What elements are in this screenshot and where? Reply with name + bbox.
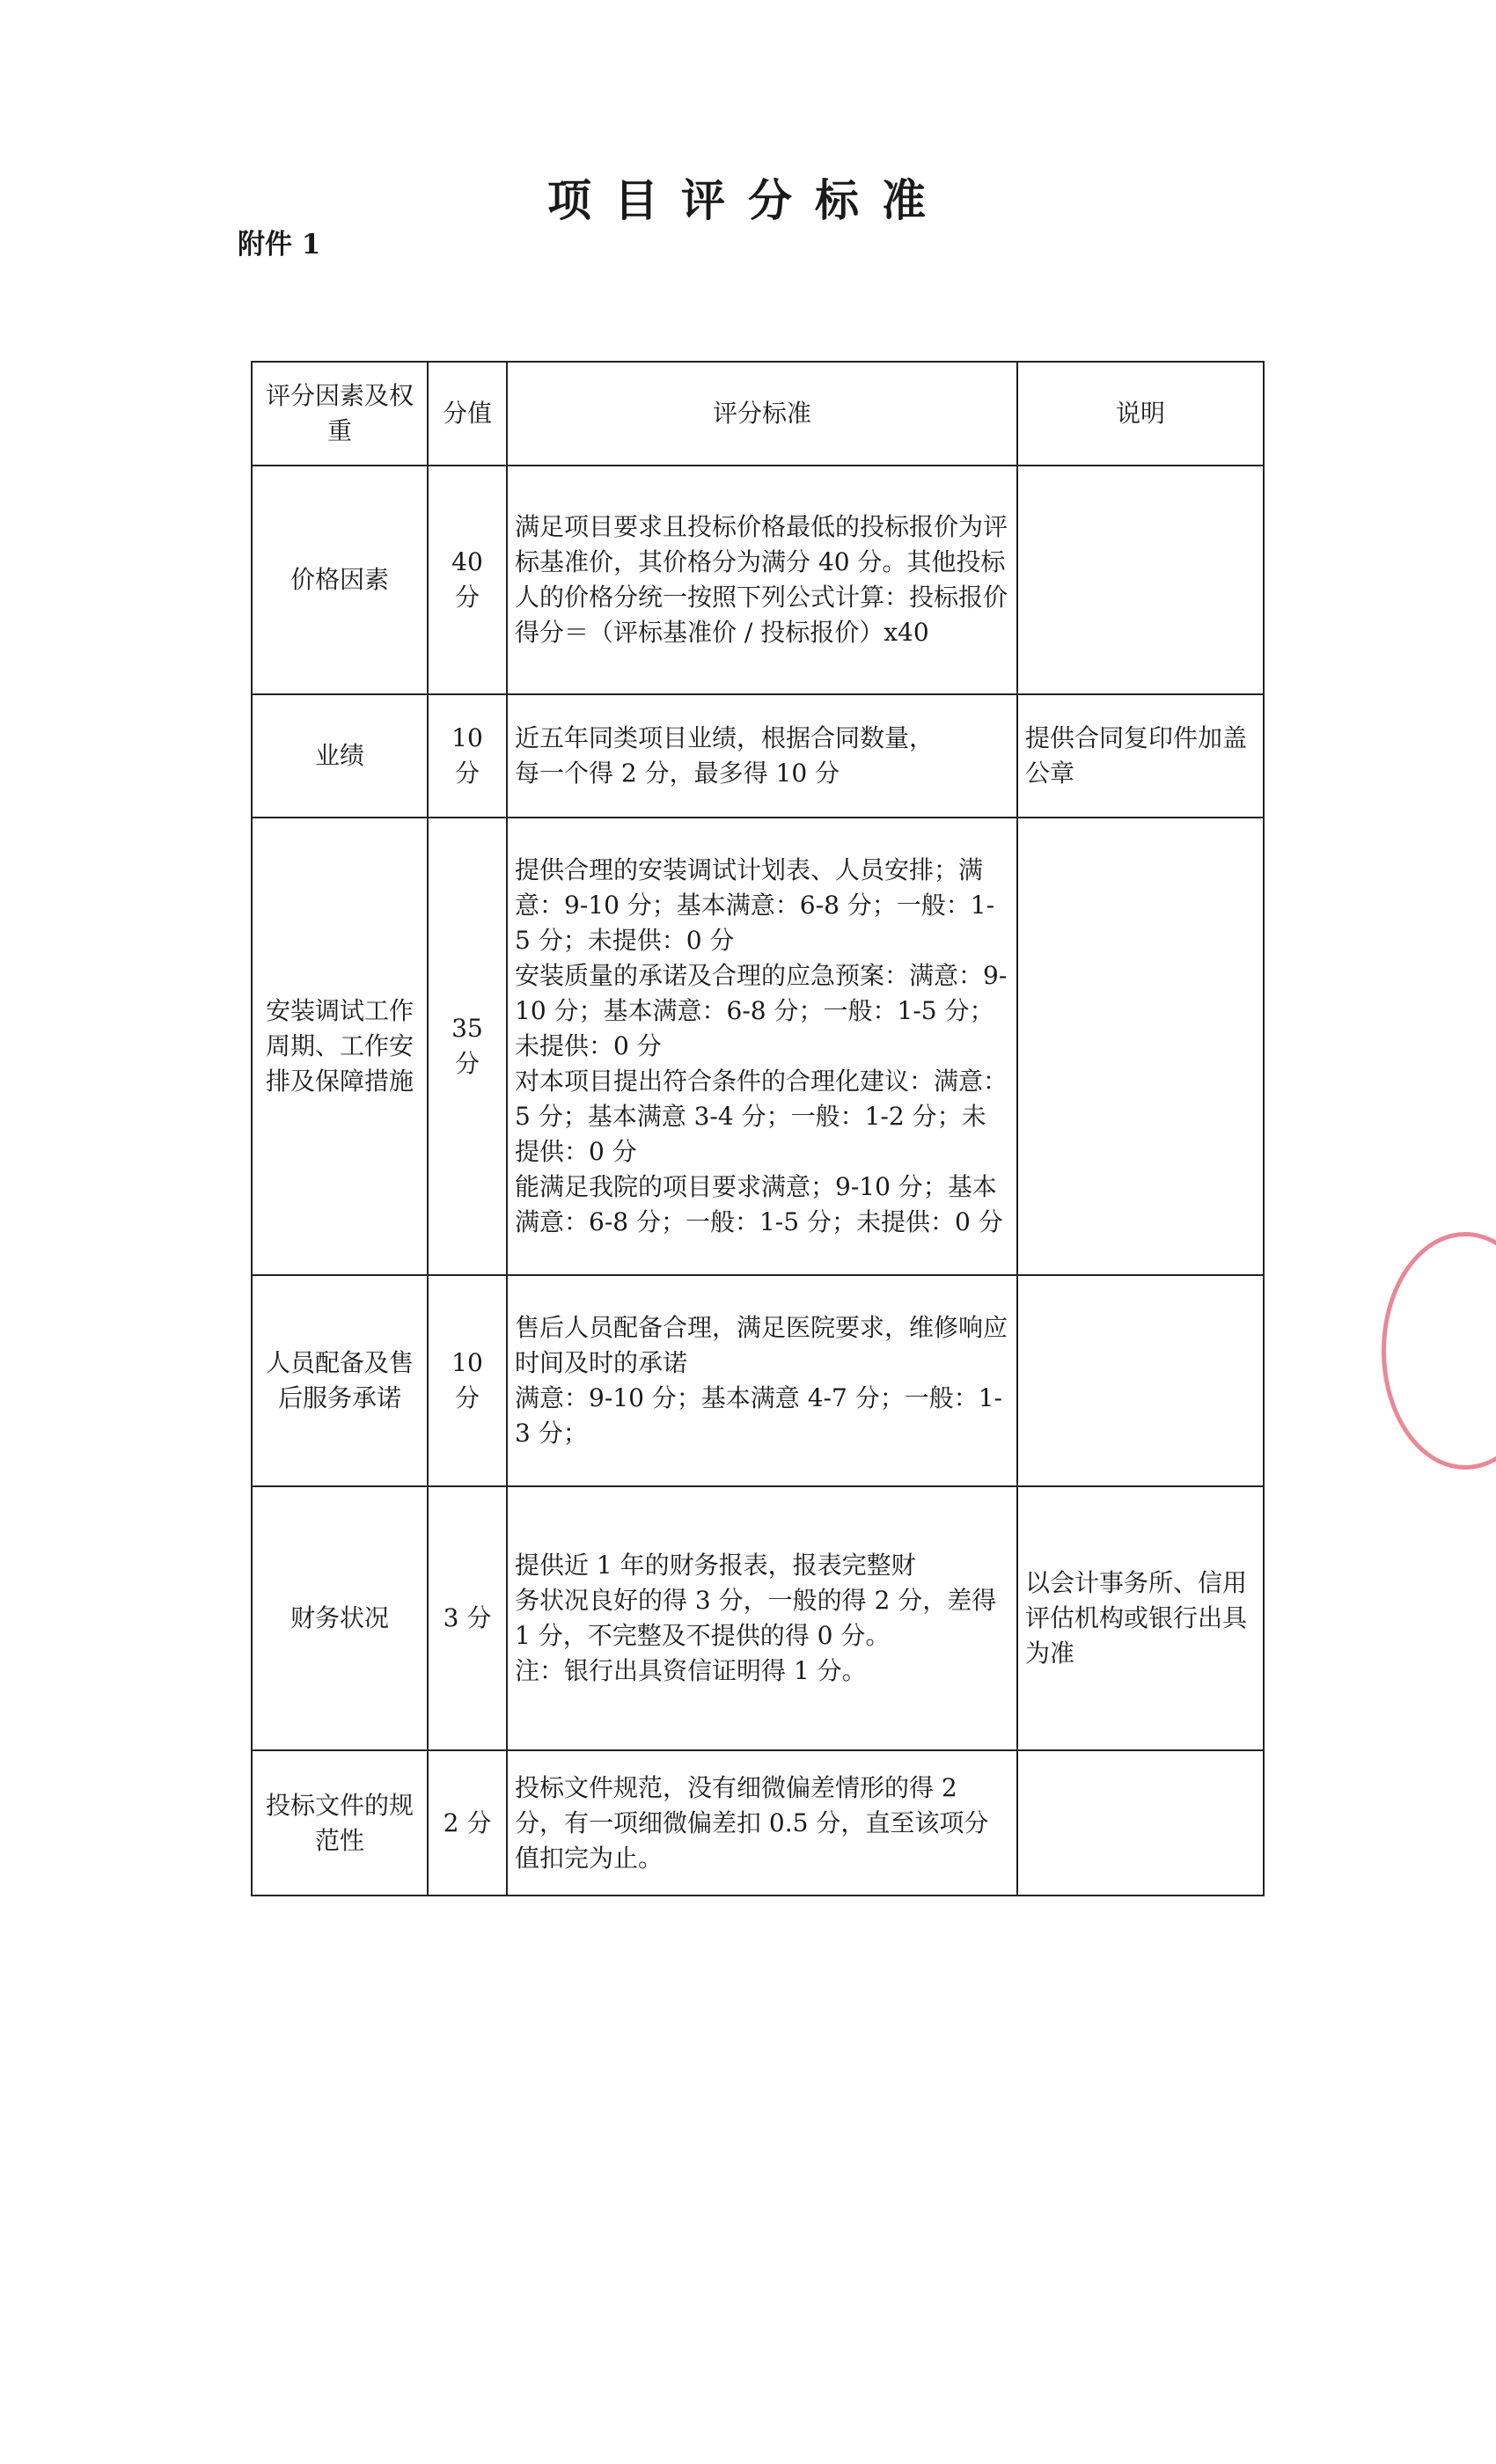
- row-factor: 人员配备及售后服务承诺: [252, 1275, 428, 1486]
- row-note: 以会计事务所、信用评估机构或银行出具为准: [1017, 1486, 1264, 1750]
- criteria-line: 对本项目提出符合条件的合理化建议：满意：5 分；基本满意 3-4 分；一般：1-2 分；未提供：0 分: [515, 1067, 1008, 1166]
- row-criteria: [507, 818, 1017, 1275]
- row-criteria: [507, 1486, 1017, 1750]
- criteria-line: 务状况良好的得 3 分，一般的得 2 分，差得 1 分，不完整及不提供的得 0 分。: [515, 1586, 997, 1650]
- row-note: [1017, 466, 1264, 694]
- criteria-line: 每一个得 2 分，最多得 10 分: [515, 759, 840, 788]
- criteria-line: 安装质量的承诺及合理的应急预案：满意：9-10 分；基本满意：6-8 分；一般：1-5 分；未提供：0 分: [515, 961, 1008, 1060]
- row-factor: 财务状况: [252, 1486, 428, 1750]
- table-row-installation: [252, 818, 1264, 1275]
- row-criteria: [507, 466, 1017, 694]
- row-points: 3 分: [428, 1486, 507, 1750]
- row-factor: 业绩: [252, 694, 428, 818]
- row-points: 2 分: [428, 1750, 507, 1896]
- criteria-line: 投标文件规范，没有细微偏差情形的得 2 分，有一项细微偏差扣 0.5 分，直至该项分值扣完为止。: [515, 1772, 989, 1873]
- page-title: 项目评分标准: [547, 174, 949, 226]
- row-points: 10 分: [428, 1275, 507, 1486]
- table-row-after-sales: [252, 1275, 1264, 1486]
- criteria-line: 近五年同类项目业绩，根据合同数量，: [515, 723, 935, 752]
- row-points: 40 分: [428, 466, 507, 694]
- scoring-table: [251, 361, 1265, 1896]
- table-row-performance: [252, 694, 1264, 818]
- header-criteria: 评分标准: [507, 362, 1017, 466]
- row-points: 10 分: [428, 694, 507, 818]
- row-factor: 价格因素: [252, 466, 428, 694]
- table-header-row: [252, 362, 1264, 466]
- table-row-document: [252, 1750, 1264, 1896]
- criteria-line: 注：银行出具资信证明得 1 分。: [515, 1656, 867, 1685]
- header-points: 分值: [428, 362, 507, 466]
- row-criteria: [507, 1275, 1017, 1486]
- row-factor: 安装调试工作周期、工作安排及保障措施: [252, 818, 428, 1275]
- row-note: 提供合同复印件加盖公章: [1017, 694, 1264, 818]
- red-seal-stamp: [1382, 1232, 1496, 1470]
- criteria-line: 提供近 1 年的财务报表，报表完整财: [515, 1551, 916, 1580]
- criteria-line: 能满足我院的项目要求满意；9-10 分；基本满意：6-8 分；一般：1-5 分；未提供：0 分: [515, 1172, 1003, 1236]
- row-note: [1017, 1275, 1264, 1486]
- attachment-label: 附件 1: [238, 229, 321, 260]
- table-row-finance: [252, 1486, 1264, 1750]
- row-points: 35 分: [428, 818, 507, 1275]
- criteria-line: 满意：9-10 分；基本满意 4-7 分；一般：1-3 分；: [515, 1383, 1002, 1448]
- row-criteria: [507, 1750, 1017, 1896]
- header-factor: 评分因素及权重: [252, 362, 428, 466]
- row-note: [1017, 818, 1264, 1275]
- row-criteria: [507, 694, 1017, 818]
- row-note: [1017, 1750, 1264, 1896]
- criteria-line: 提供合理的安装调试计划表、人员安排；满意：9-10 分；基本满意：6-8 分；一般：1-5 分；未提供：0 分: [515, 855, 995, 955]
- criteria-line: 满足项目要求且投标价格最低的投标报价为评标基准价，其价格分为满分 40 分。其他投标人的价格分统一按照下列公式计算：投标报价得分＝（评标基准价 / 投标报价）x40: [515, 512, 1008, 647]
- header-note: 说明: [1017, 362, 1264, 466]
- criteria-line: 售后人员配备合理，满足医院要求，维修响应时间及时的承诺: [515, 1313, 1008, 1377]
- table-row-price: [252, 466, 1264, 694]
- row-factor: 投标文件的规范性: [252, 1750, 428, 1896]
